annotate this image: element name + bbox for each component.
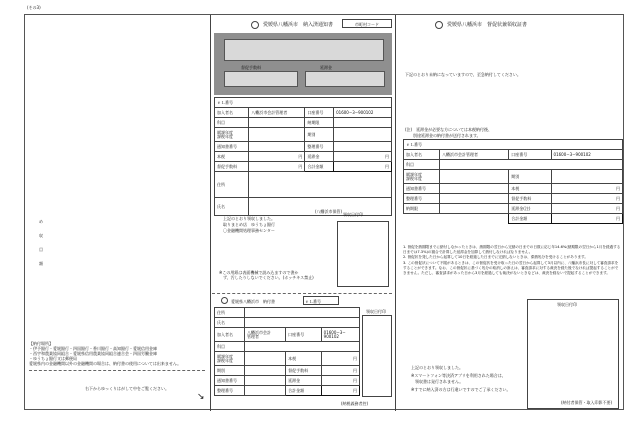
right-notice-no-label: 通知書番号: [404, 184, 440, 194]
mid-account-label: 口座番号: [305, 108, 334, 118]
mid-form-table: [214, 97, 392, 216]
right-payee-value: 八幡浜市会計管理者: [440, 150, 509, 160]
right-closing-3: 領収書は発行されません。: [411, 379, 464, 384]
right-paragraph-3: 3. この督促状について不服があるときは、この督促状を受け取った日の翌日から起算して3月以内に、八幡浜市長に対して審査請求をすることができます。なお、この督促状に基づく処分の取消しの訴えは、審査請求に対する裁決を経た後でなければ提起することができません。ただし、審査請求があった日から3月を経過しても裁決がないときなどは、裁決を経ないで提起することができます。: [403, 260, 619, 276]
seal-circle-icon: [251, 21, 259, 29]
mid-account-value: 01600−3−900102: [334, 108, 392, 118]
mid-name-label: 氏名: [215, 198, 249, 216]
payment-places: [29, 341, 199, 366]
right-payee-label: 加入者名: [404, 150, 440, 160]
mid-notice-no-label: 通知書番号: [215, 142, 249, 152]
mid-header-title: 愛媛県八幡浜市 納入済通知書: [263, 22, 334, 28]
right-principal-yen: 円: [551, 184, 622, 194]
right-receipt-stamp-label: 領収日付印: [557, 302, 577, 307]
right-total-label: 合計金額: [509, 214, 551, 224]
right-box-note-2: 別途延滞金の納付書が送付されます。: [405, 133, 481, 138]
lower-principal-label: 本税: [286, 352, 322, 366]
lower-name-label: 氏名: [215, 318, 245, 328]
mid-total-label: 合計金額: [305, 162, 334, 172]
lower-account-label: 口座番号: [286, 328, 322, 342]
lower-management-no-label: 整理番号: [215, 386, 245, 396]
right-receipt-stamp-area: [527, 299, 619, 409]
lower-address-label: 住所: [215, 308, 245, 318]
lower-bottom-note: (納税義務者控): [341, 401, 369, 406]
mid-item-label: 科目: [215, 118, 249, 128]
right-seal-circle-icon: [435, 21, 443, 29]
payment-place-1: ・伊予銀行・愛媛銀行・四国銀行・香川銀行・高知銀行・愛媛信用金庫: [29, 346, 157, 351]
right-form-table: [403, 139, 623, 224]
lower-principal-yen: 円: [321, 352, 359, 366]
right-late-label: 延滞金(注): [509, 204, 551, 214]
left-vertical-stub: め収目額: [39, 219, 43, 266]
lower-item-label: 科目: [215, 342, 245, 352]
right-deadline-label: 納期限: [404, 204, 440, 214]
lower-total-label: 合計金額: [286, 386, 322, 396]
payment-slip-sheet: [24, 5, 624, 410]
right-intro: 下記のとおり未納になっていますので、至急納付してください。: [405, 72, 521, 77]
municipality-code-box: 市町村コード: [342, 19, 392, 28]
right-paragraph-1: 1. 督促を納期限までに納付しなかったときは、納期限の翌日から完納の日までの日数に応じ年14.6%(納期限の翌日から1月を経過する日までは7.3%)の割合で計算した延滞金を加算して納付しなければなりません。: [403, 245, 621, 255]
mid-seal-label: (八幡浜市保管): [315, 209, 343, 214]
right-management-no-label: 整理番号: [404, 194, 440, 204]
right-account-label: 口座番号: [509, 150, 551, 160]
right-item-label: 科目: [404, 160, 440, 170]
right-el-number: ｅＬ番号: [404, 140, 623, 150]
mid-payee-value: 八幡浜市会計管理者: [249, 108, 305, 118]
right-fee-label: 督促手数料: [509, 194, 551, 204]
mid-el-number: ｅＬ番号: [215, 98, 392, 108]
lower-notice-no-label: 通知書番号: [215, 376, 245, 386]
lower-fee-yen: 円: [321, 366, 359, 376]
lower-el-label: ｅＬ番号: [305, 299, 321, 304]
mid-address-label: 住所: [215, 172, 249, 198]
mid-period-label: 期別: [305, 128, 334, 142]
lower-late-yen: 円: [321, 376, 359, 386]
ocr-label-fee: 督促手数料: [241, 65, 261, 70]
right-fee-yen: 円: [551, 194, 622, 204]
mid-principal-yen: 円: [249, 152, 305, 162]
right-bottom-note: (納付者保管・取入印影不要): [561, 400, 613, 405]
mid-receipt-stamp-area: [337, 221, 389, 287]
right-column-divider: [395, 15, 396, 411]
right-closing-1: 上記のとおり領収しました。: [411, 365, 463, 370]
right-account-value: 01600−3−900102: [551, 150, 622, 160]
ocr-field-top: [224, 39, 384, 61]
mid-total-yen: 円: [334, 162, 392, 172]
lower-form-table: [214, 307, 360, 396]
right-principal-label: 本税: [509, 184, 551, 194]
payment-place-2: ・西宇和農業協同組合・愛媛県信用農業協同組合連合会・四国労働金庫: [29, 351, 157, 356]
ocr-field-late: [305, 71, 385, 87]
right-header-title: 愛媛県八幡浜市 督促状兼領収証書: [447, 22, 528, 28]
ocr-field-fee: [224, 71, 298, 87]
right-period-label: 期別: [509, 170, 551, 184]
mid-late-label: 延滞金: [305, 152, 334, 162]
lower-payee-value: 八幡浜市会計 管理者: [245, 328, 286, 342]
mid-principal-label: 本税: [215, 152, 249, 162]
payment-place-4: 愛媛県内の金融機関以外の金融機関の場合は、納付書の使用については出来ません。: [29, 361, 182, 366]
lower-late-label: 延滞金: [286, 376, 322, 386]
lower-period-label: 期別: [215, 366, 245, 376]
lower-payee-label: 加入者名: [215, 328, 245, 342]
payment-place-3: ・ゆうちょ銀行又は郵便局: [29, 356, 77, 361]
corner-arrow-icon[interactable]: ↘: [197, 392, 205, 402]
mid-tax-year-label: 賦課年度 課税年度: [215, 128, 249, 142]
ocr-label-late: 延滞金: [320, 65, 332, 70]
mid-fee-label: 督促手数料: [215, 162, 249, 172]
mid-notice-2: 取りまとめ店 ゆうちょ銀行: [223, 222, 275, 227]
form-number: (その3): [27, 5, 41, 10]
lower-receipt-stamp-label: 領収日付印: [366, 309, 386, 314]
right-legal-paragraphs: [403, 245, 621, 276]
mid-receipt-stamp-label: 領収日付印: [343, 212, 363, 217]
right-total-yen: 円: [551, 214, 622, 224]
mid-late-yen: 円: [334, 152, 392, 162]
mid-payee-label: 加入者名: [215, 108, 249, 118]
right-closing-2: ※スマートフォン等決済アプリを利用された場合は、: [411, 373, 506, 378]
lower-seal-circle-icon: [221, 297, 228, 304]
lower-account-value: 01600−3− 900102: [321, 328, 359, 342]
perforation-line: [29, 370, 205, 371]
mid-management-no-label: 整理番号: [305, 142, 334, 152]
right-tax-year-label: 賦課年度 課税年度: [404, 170, 440, 184]
mid-deadline-label: 納期限: [305, 118, 334, 128]
mid-footnote: ※この用紙は表面機械で読み込ますので書か ず、汚したりしないでください。(ホッチキス禁止): [219, 270, 314, 280]
lower-total-yen: 円: [321, 386, 359, 396]
lower-header-title: 愛媛県八幡浜市 納付書: [231, 299, 275, 304]
lower-fee-label: 督促手数料: [286, 366, 322, 376]
left-column-divider: [210, 15, 211, 411]
right-paragraph-2: 2. 督促状を発した日から起算して10日を経過した日までに完納しないときは、滞納処分を受けることがあります。: [403, 255, 588, 260]
mid-notice-1: 上記のとおり領収しました。: [223, 216, 275, 221]
lower-receipt-stamp-area: [362, 315, 392, 397]
right-box-note-1: (注) 延滞金が必要な方については本税納付後、: [405, 127, 493, 132]
tear-instruction: 右下からゆっくりはがして中をご覧ください。: [85, 386, 169, 391]
right-late-yen: 円: [551, 204, 622, 214]
mid-fee-yen: 円: [249, 162, 305, 172]
lower-el-box: [303, 296, 339, 305]
payment-places-title: 【納付場所】: [29, 341, 53, 346]
mid-notice-3: 〇金融機関処理事務センター: [223, 228, 275, 233]
mid-perforation: [212, 293, 392, 294]
lower-tax-year-label: 賦課年度 課税年度: [215, 352, 245, 366]
right-closing-4: ※すでに納入済の方は行違いですのでご了承ください。: [411, 387, 511, 392]
